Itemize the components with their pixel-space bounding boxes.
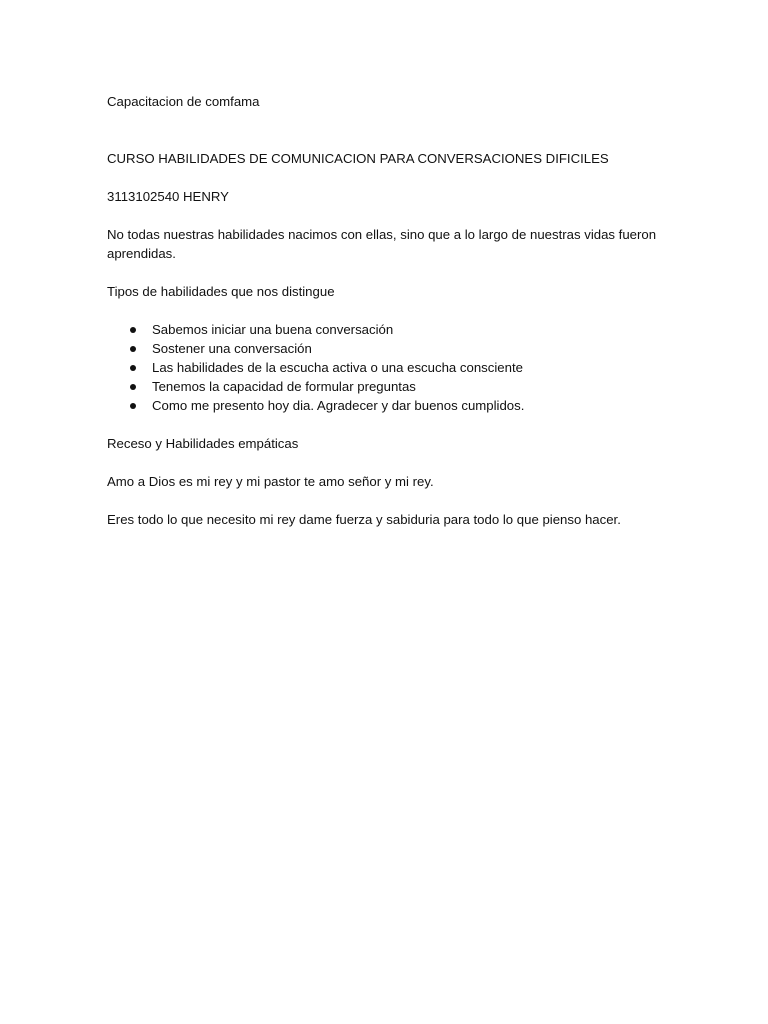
spacer (107, 111, 667, 149)
list-item-text: Tenemos la capacidad de formular preguntas (152, 379, 416, 394)
spacer (107, 168, 667, 187)
list-item-text: Sostener una conversación (152, 341, 312, 356)
spacer (107, 206, 667, 225)
course-title: CURSO HABILIDADES DE COMUNICACION PARA CONVERSACIONES DIFICILES (107, 151, 609, 166)
skills-bullet-list (107, 320, 667, 415)
list-item-text: Sabemos iniciar una buena conversación (152, 322, 394, 337)
bullet-icon (130, 365, 136, 371)
spacer (107, 453, 667, 472)
list-item (107, 396, 667, 415)
contact-line: 3113102540 HENRY (107, 189, 229, 204)
spacer (107, 491, 667, 510)
list-item (107, 339, 667, 358)
list-item-text: Las habilidades de la escucha activa o una escucha consciente (152, 360, 523, 375)
document-heading: Capacitacion de comfama (107, 94, 260, 109)
list-item-text: Como me presento hoy dia. Agradecer y dar buenos cumplidos. (152, 398, 525, 413)
bullet-icon (130, 346, 136, 352)
text-line-two: Eres todo lo que necesito mi rey dame fuerza y sabiduria para todo lo que pienso hacer. (107, 512, 621, 527)
list-heading: Tipos de habilidades que nos distingue (107, 284, 335, 299)
document-body (107, 92, 667, 529)
bullet-icon (130, 384, 136, 390)
section-heading: Receso y Habilidades empáticas (107, 436, 299, 451)
bullet-icon (130, 327, 136, 333)
list-item (107, 320, 667, 339)
list-item (107, 358, 667, 377)
spacer (107, 415, 667, 434)
bullet-icon (130, 403, 136, 409)
list-item (107, 377, 667, 396)
spacer (107, 301, 667, 320)
intro-paragraph: No todas nuestras habilidades nacimos con ellas, sino que a lo largo de nuestras vidas fueron aprendidas. (107, 227, 657, 261)
text-line-one: Amo a Dios es mi rey y mi pastor te amo señor y mi rey. (107, 474, 434, 489)
spacer (107, 263, 667, 282)
